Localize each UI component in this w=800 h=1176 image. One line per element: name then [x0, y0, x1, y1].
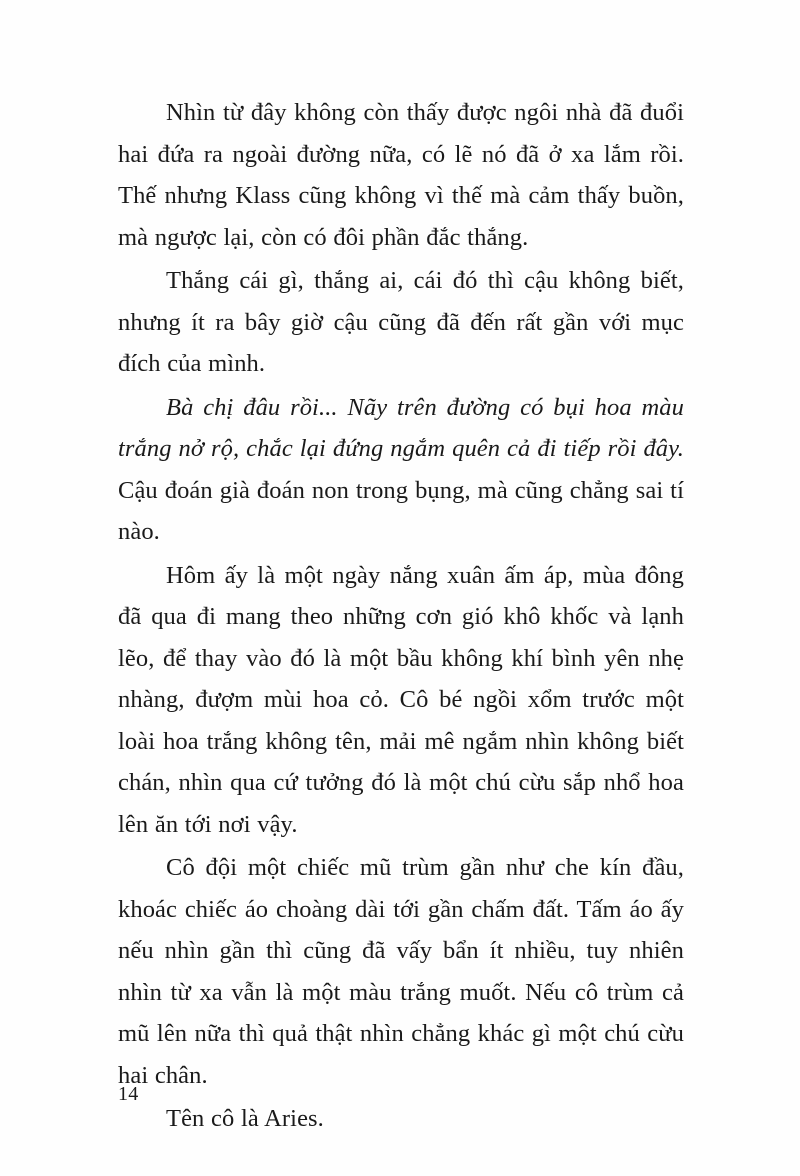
paragraph-3 — [118, 387, 684, 553]
paragraph-3-italic-clause: Bà chị đâu rồi... Nãy trên đường có bụi hoa màu trắng nở rộ, chắc lại đứng ngắm quên cả đi tiếp rồi đây. — [118, 393, 684, 462]
paragraph-2: Thắng cái gì, thắng ai, cái đó thì cậu không biết, nhưng ít ra bây giờ cậu cũng đã đến rất gần với mục đích của mình. — [118, 267, 684, 377]
paragraph-4: Hôm ấy là một ngày nắng xuân ấm áp, mùa đông đã qua đi mang theo những cơn gió khô khốc và lạnh lẽo, để thay vào đó là một bầu không khí bình yên nhẹ nhàng, đượm mùi hoa cỏ. Cô bé ngồi xổm trước một loài hoa trắng không tên, mải mê ngắm nhìn không biết chán, nhìn qua cứ tưởng đó là một chú cừu sắp nhổ hoa lên ăn tới nơi vậy. — [118, 561, 684, 838]
paragraph-3-roman-clause: Cậu đoán già đoán non trong bụng, mà cũng chẳng sai tí nào. — [118, 476, 684, 545]
paragraph-6: Tên cô là Aries. — [166, 1105, 324, 1132]
paragraph-1: Nhìn từ đây không còn thấy được ngôi nhà đã đuổi hai đứa ra ngoài đường nữa, có lẽ nó đã ở xa lắm rồi. Thế nhưng Klass cũng không vì thế mà cảm thấy buồn, mà ngược lại, còn có đôi phần đắc thắng. — [118, 99, 684, 251]
page-number: 14 — [118, 1083, 139, 1105]
paragraph-5: Cô đội một chiếc mũ trùm gần như che kín đầu, khoác chiếc áo choàng dài tới gần chấm đất. Tấm áo ấy nếu nhìn gần thì cũng đã vấy bẩn ít nhiều, tuy nhiên nhìn từ xa vẫn là một màu trắng muốt. Nếu cô trùm cả mũ lên nữa thì quả thật nhìn chẳng khác gì một chú cừu hai chân. — [118, 854, 684, 1089]
body-text-column — [118, 92, 684, 1142]
